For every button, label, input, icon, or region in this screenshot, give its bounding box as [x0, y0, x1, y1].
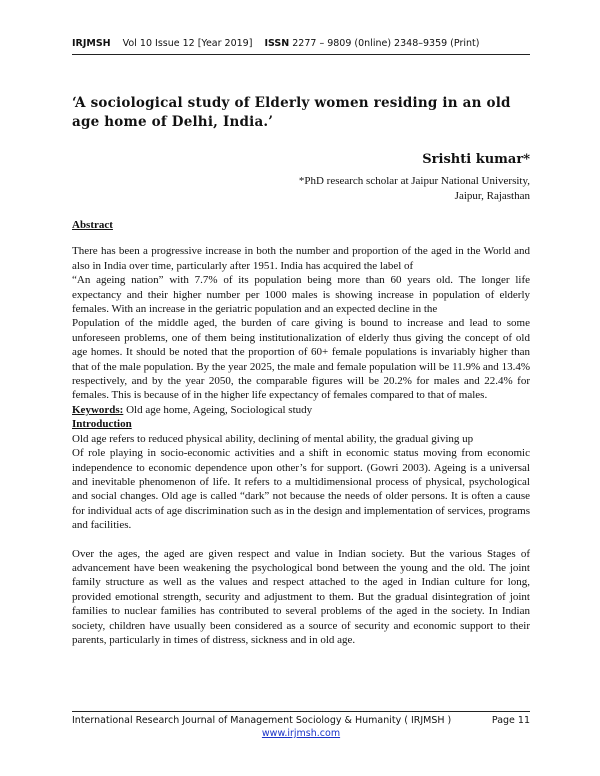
journal-abbrev: IRJMSH	[72, 38, 111, 49]
running-header	[72, 38, 479, 49]
page-number: Page 11	[491, 715, 530, 726]
paragraph-spacer	[72, 533, 530, 547]
introduction-paragraph-2: Of role playing in socio-economic activities and a shift in economic status moving from economic independence to economic dependence upon other’s for support. (Gowri 2003). Ageing is a universal and inevitable phenomenon of life. It refers to a multidimensional process of physical, psychological and social changes. Old age is called “dark” not because the needs of older persons. It is often a cause for individual acts of age discrimination such as in the design and implementation of services, programs and facilities.	[72, 447, 530, 532]
issue-info: Vol 10 Issue 12 [Year 2019]	[122, 38, 253, 49]
keywords-label: Keywords:	[72, 403, 124, 416]
issn-label: ISSN	[264, 38, 290, 49]
paper-body	[72, 218, 530, 647]
author-affiliation	[230, 174, 530, 204]
abstract-paragraph-3: Population of the middle aged, the burden of care giving is bound to increase and lead to some unforeseen problems, one of them being institutionalization of elderly thus giving the concept of old age homes. It should be noted that the proportion of 60+ female populations is invariably higher than that of the male population. By the year 2025, the male and female population will be 11.9% and 13.4% respectively, and by the year 2050, the comparable figures will be 20.2% for males and 22.4% for females. This is because of in the higher life expectancy of females compared to that of males.	[72, 317, 530, 402]
header-rule	[72, 54, 530, 55]
abstract-paragraph-1: There has been a progressive increase in both the number and proportion of the aged in the World and also in India over time, particularly after 1951. India has acquired the label of	[72, 245, 530, 272]
keywords-text: Old age home, Ageing, Sociological study	[123, 403, 313, 416]
introduction-paragraph-1: Old age refers to reduced physical ability, declining of mental ability, the gradual giving up	[72, 432, 474, 445]
abstract-heading: Abstract	[72, 219, 113, 231]
keywords-line	[72, 403, 530, 417]
paper-title: ‘A sociological study of Elderly women residing in an old age home of Delhi, India.’	[72, 95, 511, 130]
author-name: Srishti kumar*	[422, 152, 530, 167]
introduction-heading: Introduction	[72, 418, 132, 431]
issn-numbers: 2277 – 9809 (0nline) 2348–9359 (Print)	[292, 38, 480, 49]
footer-rule	[72, 711, 530, 712]
journal-website-link[interactable]: www.irjmsh.com	[261, 728, 341, 739]
affiliation-line-1: *PhD research scholar at Jaipur National University,	[298, 175, 530, 187]
introduction-paragraph-3: Over the ages, the aged are given respect and value in Indian society. But the various Stages of advancement have been weakening the psychological bond between the young and the old. The joint family structure as well as the values and respect attached to the aged in Indian culture for long, provided emotional strength, security and adjustment to them. But the gradual disintegration of joint families to nuclear families has contributed to several problems of the aged in the society. In Indian society, children have usually been considered as a source of security and economic support to their parents, particularly in times of distress, sickness and in old age.	[72, 547, 530, 646]
abstract-paragraph-2: “An ageing nation” with 7.7% of its population being more than 60 years old. The longer life expectancy and their higher number per 1000 males is showing increase in population of elderly females. With an increase in the geriatric population and an expected decline in the	[72, 274, 530, 316]
footer-journal-name: International Research Journal of Management Sociology & Humanity ( IRJMSH )	[72, 715, 452, 726]
affiliation-line-2: Jaipur, Rajasthan	[454, 190, 530, 202]
